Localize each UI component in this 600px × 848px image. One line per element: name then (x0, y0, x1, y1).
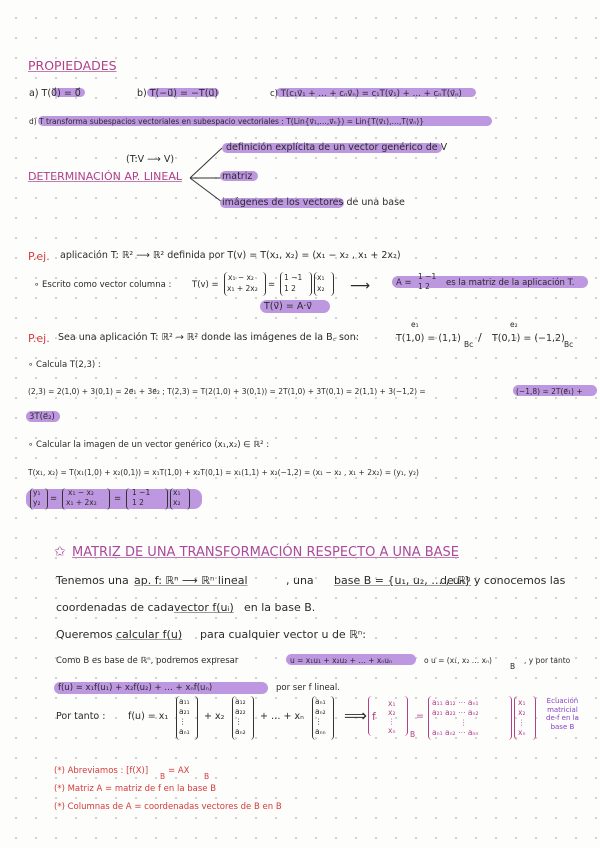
p1e: de ℝⁿ y conocemos las (440, 574, 566, 587)
ej1-arrow: ⟶ (350, 278, 371, 294)
footnote-1-sub: B (160, 772, 166, 781)
ej1-a-top: 1 −1 (418, 272, 437, 281)
ej1-a-bot: 1 2 (418, 282, 430, 291)
ej1-m-bot: 1 2 (284, 284, 296, 293)
ej1-x-top: x₁ (317, 273, 325, 282)
ej1-vec-bot: x₁ + 2x₂ (227, 284, 258, 293)
ej2-calc2: ∘ Calcular la imagen de un vector genérico (x₁,x₂) ∈ ℝ² : (28, 440, 270, 450)
ej2-line1: Sea una aplicación T: ℝ² → ℝ² donde las imágenes de la B꜀ son: (58, 332, 359, 343)
p3c: para cualquier vector u de ℝⁿ: (200, 628, 366, 641)
implies-icon: ⟹ (344, 706, 367, 725)
ej2-e1: e₁ (411, 320, 419, 329)
ej2-calc2a: T(x₁, x₂) = T(x₁(1,0) + x₂(0,1)) = x₁T(1,0) + x₂T(0,1) = x₁(1,1) + x₂(−1,2) = (x₁ − x₂ , x₁ + 2x₂) = (y₁, y₂) (28, 468, 419, 477)
p1b: ap. f: ℝⁿ ⟶ ℝⁿ lineal (134, 574, 248, 587)
propiedades-title: PROPIEDADES (28, 58, 117, 73)
p5b: por ser f lineal. (276, 683, 340, 693)
ej1-eq: = (268, 280, 276, 290)
footnote-1: (*) Abreviamos : [f(X)] (54, 766, 149, 776)
xvec: x₁ x₂ ⋮ xₙ (518, 698, 526, 737)
matrix-a: a₁₁ a₁₂ ⋯ aₙ₁ a₂₁ a₂₂ ⋯ aₙ₂ ⋮ aₙ₁ aₙ₂ ⋯ aₙₙ (432, 698, 479, 737)
ej2-x-bot: x₂ (173, 498, 181, 507)
option-definicion: definición explícita de un vector genérico de V (226, 142, 448, 153)
ej2-calc1: ∘ Calcula T(2,3) : (28, 360, 101, 370)
p2b: vector f(uᵢ) (174, 601, 234, 614)
p6c: + x₂ (204, 711, 225, 722)
p6b: f(u) = x₁ (128, 711, 169, 722)
p1a: Tenemos una (56, 574, 129, 587)
ej1-line1: aplicación T: ℝ² ⟶ ℝ² definida por T(v) = T(x₁, x₂) = (x₁ − x₂ , x₁ + 2x₂) (60, 250, 401, 261)
p4c: o u = (x₁, x₂ … xₙ) (424, 656, 492, 665)
ej2-calc1-res: (−1,8) = 2T(e⃗₁) + (516, 387, 583, 396)
determinacion-title: DETERMINACIÓN AP. LINEAL (28, 170, 182, 183)
p4a: Como B es base de ℝⁿ, podremos expresar (56, 656, 239, 666)
p1c: , una (286, 574, 314, 587)
p5a: f(u) = x₁f(u₁) + x₂f(u₂) + … + xₙf(uₙ) (58, 683, 213, 693)
ej2-img1-sub: Bc (464, 340, 474, 349)
p6d: + … + xₙ (260, 711, 304, 722)
propiedad-a: a) T(0⃗) = 0⃗ (29, 88, 81, 99)
propiedad-b: b) T(−u⃗) = −T(u⃗) (137, 88, 219, 99)
p3b: calcular f(u) (116, 628, 183, 641)
footnote-1b: = AX (168, 766, 190, 776)
p4d: , y por tanto (524, 656, 571, 665)
p2a: coordenadas de cada (56, 601, 175, 614)
ej2-r-bot: x₁ + 2x₂ (66, 498, 97, 507)
ej2-y-bot: y₂ (33, 498, 41, 507)
footnote-3: (*) Columnas de A = coordenadas vectores de B en B (54, 802, 282, 812)
ej2-label: P.ej. (28, 332, 50, 345)
p4b: u = x₁u₁ + x₂u₂ + … + xₙuₙ (290, 656, 393, 665)
ej2-y-top: y₁ (33, 488, 41, 497)
propiedad-c: c) T(c₁v⃗₁ + … + cₙv⃗ₙ) = c₁T(v⃗₁) + … + cₙT(v⃗ₙ) (270, 89, 462, 99)
ej2-calc1a: (2,3) = 2(1,0) + 3(0,1) = 2e⃗₁ + 3e⃗₂ ; T(2,3) = T(2(1,0) + 3(0,1)) = 2T(1,0) + 3T(0,1) = 2(1,1) + 3(−1,2) = (28, 387, 426, 396)
ej1-label: P.ej. (28, 250, 50, 263)
ej2-img2: T(0,1) = (−1,2) (492, 333, 565, 344)
eq-sign: = (416, 711, 424, 722)
ej2-slash: / (478, 331, 482, 344)
option-imagenes: imágenes de los vectores de una base (222, 197, 405, 208)
col-2: a₁₂ a₂₂ ⋮ aₙ₂ (235, 697, 246, 736)
ej1-a-text: es la matriz de la aplicación T. (446, 278, 575, 288)
ej2-m-top: 1 −1 (132, 488, 151, 497)
ej1-box: T(v⃗) = A·v⃗ (264, 301, 312, 312)
ej1-m-top: 1 −1 (284, 273, 303, 282)
map-label: (T:V ⟶ V) (126, 154, 175, 165)
propiedad-d: d) T transforma subespacios vectoriales en subespacio vectoriales : T(Lin{v⃗₁,…,v⃗ₙ}) = Lin{T(v⃗₁),…,T(v⃗ₙ)} (29, 117, 424, 126)
col-1: a₁₁ a₂₁ ⋮ aₙ₁ (179, 697, 190, 736)
footnote-1-sub2: B (204, 772, 210, 781)
ej1-line2: ∘ Escrito como vector columna : (34, 280, 172, 290)
ej1-a-eq: A = (396, 278, 412, 288)
ej2-img2-sub: Bc (564, 340, 574, 349)
ej2-img1: T(1,0) = (1,1) (396, 333, 461, 344)
matriz-title: MATRIZ DE UNA TRANSFORMACIÓN RESPECTO A UNA BASE (72, 545, 460, 560)
ej1-vec-top: x₁ − x₂ (228, 273, 254, 282)
ej1-tv: T(v) = (192, 280, 219, 290)
footnote-2: (*) Matriz A = matriz de f en la base B (54, 784, 217, 794)
ej2-m-bot: 1 2 (132, 498, 144, 507)
p6a: Por tanto : (56, 711, 106, 722)
ej2-calc1b: 3T(e⃗₂) (29, 412, 55, 422)
ej1-x-bot: x₂ (317, 284, 325, 293)
ej2-r-top: x₁ − x₂ (68, 488, 94, 497)
fvec-sub: B (410, 730, 416, 739)
ej2-x-top: x₁ (173, 488, 181, 497)
option-matriz: matriz (222, 171, 253, 182)
p2c: en la base B. (244, 601, 316, 614)
note-ecuacion: Ecuación matricial de f en la base B (546, 697, 579, 731)
ej2-e2: e₂ (510, 320, 518, 329)
col-n: aₙ₁ aₙ₂ ⋮ aₙₙ (315, 697, 326, 736)
p1d: base B = {u₁, u₂, … , uₙ} (334, 574, 472, 587)
fvec: x₁ x₂ ⋮ xₙ (388, 699, 396, 735)
p3a: Queremos (56, 628, 113, 641)
star-icon: ✩ (54, 544, 66, 560)
p4-sub: B (510, 662, 516, 671)
